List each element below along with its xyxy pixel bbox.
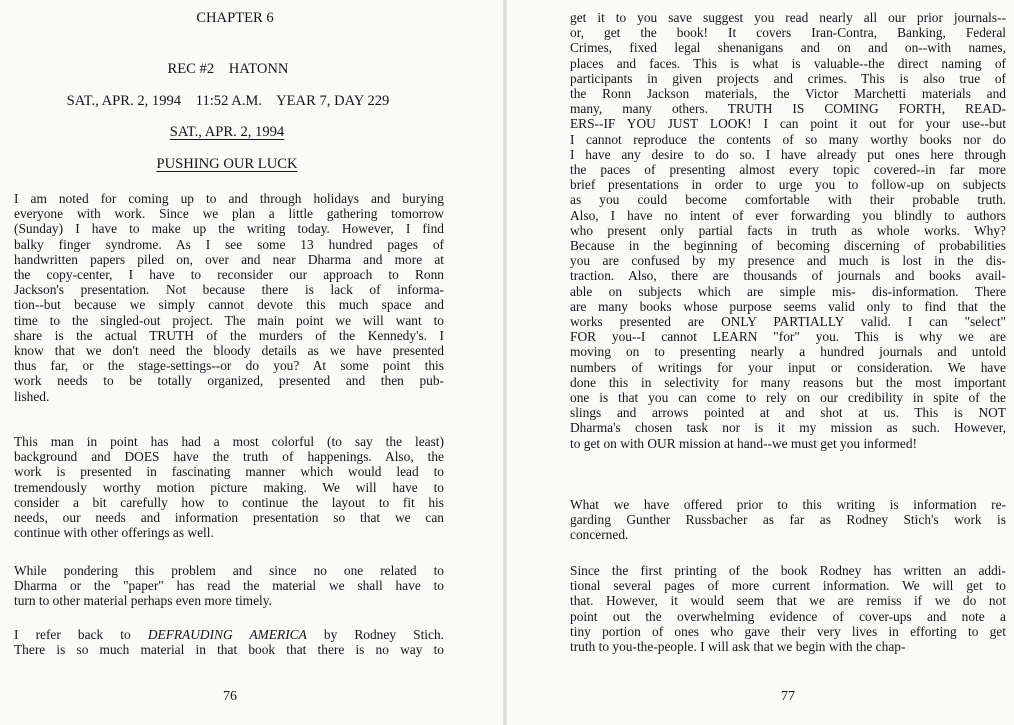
text-line: (Sunday) I have to make up the writing today. However, I find: [14, 221, 444, 237]
page-number-left: 76: [223, 689, 237, 704]
text-line: needs, our needs and information presentation so that we can: [14, 510, 444, 526]
text-line: thus far, or the stage-settings--or do you? At some point this: [14, 358, 444, 374]
text-line: FOR you--I cannot LEARN "for" you. This is why we are: [570, 329, 1006, 345]
text-line: tremendously worthy motion picture making. We will have to: [14, 479, 444, 495]
text-line: to get on with OUR mission at hand--we must get you informed!: [570, 435, 917, 451]
text-line: tiny portion of ones who gave their very lives in efforting to get: [570, 623, 1006, 639]
date-heading: [0, 124, 457, 140]
chapter-heading: CHAPTER 6: [196, 10, 274, 26]
left-page: [0, 0, 503, 725]
text-line: I am noted for coming up to and through holidays and burying: [14, 191, 444, 206]
text-line: Dharma's chosen task nor is it my mission as such. However,: [570, 420, 1006, 436]
text-line: [14, 627, 444, 642]
right-paragraph-2: [570, 497, 1006, 543]
text-line: time to the singled-out project. The main point we will want to: [14, 312, 444, 328]
date-line: SAT., APR. 2, 1994 11:52 A.M. YEAR 7, DAY 229: [66, 93, 390, 109]
text-line: There is so much material in that book that there is no way to: [14, 642, 444, 658]
text-line: tion--but because we simply cannot devote this much space and: [14, 297, 444, 313]
text-line: turn to other material perhaps even more timely.: [14, 593, 272, 609]
text-line: places and faces. This is what is valuable--the direct naming of: [570, 55, 1006, 71]
text-line: balky finger syndrome. As I see some 13 hundred pages of: [14, 236, 444, 252]
text-line: What we have offered prior to this writing is information re-: [570, 497, 1006, 512]
text-line: Crimes, fixed legal shenanigans and on and on--with names,: [570, 40, 1006, 56]
text-line: work is presented in fascinating manner which would lead to: [14, 464, 444, 480]
left-paragraph-4: [14, 627, 444, 657]
text-line: point out the overwhelming evidence of cover-ups and note a: [570, 608, 1006, 624]
text-run: by Rodney Stich.: [306, 627, 444, 642]
text-line: brief presentations in order to urge you to follow-up on subjects: [570, 177, 1006, 193]
text-line: handwritten papers piled on, over and near Dharma and more at: [14, 251, 444, 267]
text-line: While pondering this problem and since no one related to: [14, 563, 444, 578]
text-line: everyone with work. Since we plan a little gathering tomorrow: [14, 206, 444, 222]
text-line: able on subjects which are simple mis- dis-information. There: [570, 283, 1006, 299]
text-line: you are confused by my presence and much is lost in the dis-: [570, 253, 1006, 269]
text-line: tional several pages of more current information. We will get to: [570, 578, 1006, 594]
text-line: truth to you-the-people. I will ask that we begin with the chap-: [570, 639, 906, 655]
rec-line: REC #2 HATONN: [167, 61, 289, 77]
text-line: work needs to be totally organized, presented and then pub-: [14, 373, 444, 389]
text-line: the Ronn Jackson materials, the Victor Marchetti materials and: [570, 86, 1006, 102]
text-line: one is that you can come to rely on our credibility in spite of the: [570, 390, 1006, 406]
text-line: consider a bit carefully how to continue the layout to fit his: [14, 494, 444, 510]
text-line: Also, I have no intent of ever forwarding you blindly to authors: [570, 207, 1006, 223]
left-paragraph-1: [14, 191, 444, 404]
book-title: DEFRAUDING AMERICA: [147, 627, 307, 642]
text-line: share is the actual TRUTH of the murders of the Kennedy's. I: [14, 327, 444, 343]
text-line: numbers of writings for your input or consideration. We have: [570, 359, 1006, 375]
right-paragraph-1: [570, 10, 1006, 451]
text-run: I refer back to: [14, 627, 148, 642]
text-line: are many books whose purpose seems valid only to find that the: [570, 298, 1006, 314]
text-line: participants in given projects and crimes. This is also true of: [570, 70, 1006, 86]
text-line: the paces of presenting almost every topic covered--in far more: [570, 162, 1006, 178]
left-paragraph-3: [14, 563, 444, 609]
text-line: Since the first printing of the book Rodney has written an addi-: [570, 563, 1006, 578]
text-line: moving on to presenting nearly a hundred journals and untold: [570, 344, 1006, 360]
text-line: many, many others. TRUTH IS COMING FORTH, READ-: [570, 101, 1006, 117]
text-line: I have any desire to do so. I have already put ones here through: [570, 146, 1006, 162]
chapter-title-text: PUSHING OUR LUCK: [156, 156, 298, 172]
text-line: that. However, it would seem that we are remiss if we do not: [570, 593, 1006, 609]
text-line: traction. Also, there are thousands of journals and books avail-: [570, 268, 1006, 284]
text-line: Because in the beginning of becoming discerning of probabilities: [570, 238, 1006, 254]
left-paragraph-2: [14, 434, 444, 540]
text-line: works presented are ONLY PARTIALLY valid. I can "select": [570, 314, 1006, 330]
text-line: slings and arrows pointed at and shot at us. This is NOT: [570, 405, 1006, 421]
text-line: as you could become comfortable with their probable truth.: [570, 192, 1006, 208]
text-line: continue with other offerings as well.: [14, 525, 214, 541]
text-line: know that we don't need the bloody details as we have presented: [14, 343, 444, 359]
text-line: Dharma or the "paper" has read the material we shall have to: [14, 578, 444, 594]
text-line: or, get the book! It covers Iran-Contra, Banking, Federal: [570, 25, 1006, 41]
text-line: concerned.: [570, 527, 629, 543]
chapter-title: [0, 156, 457, 172]
right-page: [507, 0, 1014, 725]
text-line: background and DOES have the truth of happenings. Also, the: [14, 449, 444, 465]
text-line: This man in point has had a most colorful (to say the least): [14, 434, 444, 449]
text-line: lished.: [14, 388, 50, 404]
text-line: get it to you save suggest you read nearly all our prior journals--: [570, 10, 1006, 25]
date-heading-text: SAT., APR. 2, 1994: [169, 124, 285, 140]
text-line: garding Gunther Russbacher as far as Rodney Stich's work is: [570, 512, 1006, 528]
text-line: I cannot reproduce the contents of so many worthy books nor do: [570, 131, 1006, 147]
page-number-right: 77: [781, 689, 795, 704]
text-line: who present only partial facts in truth as whole works. Why?: [570, 222, 1006, 238]
right-paragraph-3: [570, 563, 1006, 654]
text-line: ERS--IF YOU JUST LOOK! I can point it out for your use--but: [570, 116, 1006, 132]
text-line: Jackson's presentation. Not because there is lack of informa-: [14, 282, 444, 298]
text-line: the copy-center, I have to reconsider our approach to Ronn: [14, 267, 444, 283]
text-line: done this in selectivity for many reasons but the most important: [570, 374, 1006, 390]
